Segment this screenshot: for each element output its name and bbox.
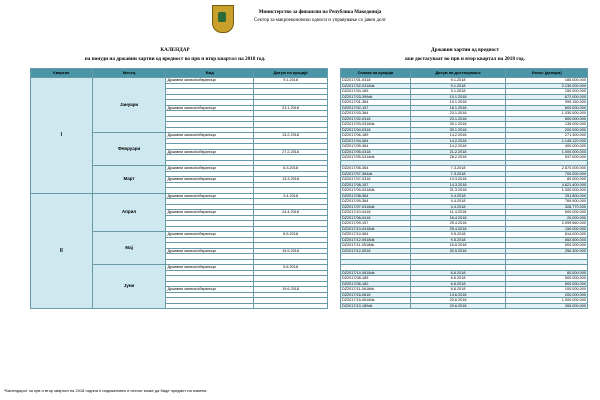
type-cell: Државни записи/обврзници: [166, 210, 254, 216]
maturity-date-cell: 14.2.2018: [410, 144, 506, 150]
maturity-date-cell: 20.6.2018: [410, 303, 506, 309]
auction-code-cell: DZ2017/08-189: [341, 276, 411, 282]
auction-code-cell: DZ2017/12-0518dk: [341, 237, 411, 243]
col-type: Вид: [166, 69, 254, 78]
amount-cell: 60.000.000: [506, 270, 588, 276]
amount-cell: 700.000.000: [506, 171, 588, 177]
month-cell: Април: [92, 193, 166, 232]
auction-code-cell: DZ2017/09-364: [341, 199, 411, 205]
amount-cell: 100.000.000: [506, 287, 588, 293]
maturity-date-cell: 13.3.2018: [410, 177, 506, 183]
amount-cell: 769.900.000: [506, 199, 588, 205]
type-cell: Државни записи/обврзници: [166, 105, 254, 111]
amount-cell: 150.000.000: [506, 226, 588, 232]
amount-cell: 537.000.000: [506, 155, 588, 161]
maturity-date-cell: 16.1.2018: [410, 105, 506, 111]
auction-code-cell: DZ2017/15-0618dk: [341, 298, 411, 304]
type-cell: Државни записи/обврзници: [166, 177, 254, 183]
auction-code-cell: DZ2017/10-0418: [341, 210, 411, 216]
auction-code-cell: DZ2017/08-364: [341, 193, 411, 199]
type-cell: Државни записи/обврзници: [166, 78, 254, 84]
col-auction-date: Датум на аукција: [254, 69, 328, 78]
amount-cell: 200.000.000: [506, 127, 588, 133]
maturity-date-cell: 14.2.2018: [410, 133, 506, 139]
maturity-date-cell: 7.3.2018: [410, 171, 506, 177]
auction-date-cell: 13.2.2018: [254, 133, 328, 139]
col-auction-code: Ознака на аукција: [341, 69, 411, 78]
auction-date-cell: 9.1.2018: [254, 78, 328, 84]
maturity-date-cell: 4.4.2018: [410, 193, 506, 199]
maturity-date-cell: 6.6.2018: [410, 276, 506, 282]
right-title: Државни хартии од вредност: [431, 47, 499, 53]
left-subtitle: на понуди на државни хартии од вредност во прв и втор квартал на 2018 год.: [84, 56, 266, 62]
amount-cell: 999.150.000: [506, 100, 588, 106]
maturity-date-cell: 9.5.2018: [410, 232, 506, 238]
amount-cell: 2.099.560.000: [506, 221, 588, 227]
amount-cell: 672.000.000: [506, 94, 588, 100]
col-quarter: Квартал: [31, 69, 93, 78]
right-subtitle: кои достасуваат во прв и втор квартал на 2018 год.: [405, 56, 525, 62]
type-cell: Државни записи/обврзници: [166, 149, 254, 155]
month-cell: Март: [92, 166, 166, 194]
amount-cell: 1.000.000.000: [506, 149, 588, 155]
amount-cell: 400.000.000: [506, 144, 588, 150]
maturity-date-cell: 16.5.2018: [410, 243, 506, 249]
auction-date-cell: 13.3.2018: [254, 177, 328, 183]
maturity-date-cell: 6.6.2018: [410, 270, 506, 276]
auction-date-cell: 3.4.2018: [254, 193, 328, 199]
col-amount: Износ (денари): [506, 69, 588, 78]
auction-date-cell: 5.6.2018: [254, 265, 328, 271]
auction-code-cell: DZ2017/14-0618dk: [341, 270, 411, 276]
auction-code-cell: DZ2017/05-0318dk: [341, 155, 411, 161]
month-cell: Мај: [92, 232, 166, 265]
maturity-date-cell: 30.5.2018: [410, 248, 506, 254]
amount-cell: 185.000.000: [506, 78, 588, 84]
auction-code-cell: DZ2017/11-0518dk: [341, 243, 411, 249]
auction-code-cell: DZ2017/04-364: [341, 138, 411, 144]
amount-cell: 600.000.000: [506, 281, 588, 287]
amount-cell: 814.000.000: [506, 232, 588, 238]
amount-cell: 271.300.000: [506, 133, 588, 139]
auction-code-cell: DZ2017/06-364: [341, 166, 411, 172]
table-row: [31, 78, 328, 84]
footnote: *Календарот за прв и втор квартал на 2018 година е индикативен и истиот може да биде предмет на измени.: [4, 388, 208, 393]
auction-code-cell: DZ2017/10-364: [341, 232, 411, 238]
auction-code-cell: DZ2017/10-189dk: [341, 303, 411, 309]
maturity-date-cell: 23.1.2018: [410, 116, 506, 122]
amount-cell: 1.000.000.000: [506, 298, 588, 304]
type-cell: Државни записи/обврзници: [166, 248, 254, 254]
maturity-date-cell: 6.6.2018: [410, 281, 506, 287]
maturity-date-cell: 7.3.2018: [410, 166, 506, 172]
amount-cell: 600.000.000: [506, 105, 588, 111]
auction-date-cell: 15.5.2018: [254, 248, 328, 254]
auction-calendar-table: [30, 68, 328, 309]
auction-date-cell: [254, 303, 328, 309]
auction-date-cell: 19.6.2018: [254, 287, 328, 293]
auction-code-cell: DZ2017/02-0318dk: [341, 83, 411, 89]
auction-code-cell: DZ2017/05-364: [341, 144, 411, 150]
maturity-date-cell: 14.2.2018: [410, 138, 506, 144]
month-cell: Јануари: [92, 78, 166, 133]
maturity-date-cell: 10.1.2018: [410, 100, 506, 106]
amount-cell: 2.670.000.000: [506, 166, 588, 172]
maturity-date-cell: 13.6.2018: [410, 292, 506, 298]
table-row: [31, 193, 328, 199]
auction-code-cell: DZ2017/02-0318: [341, 116, 411, 122]
auction-code-cell: DZ2017/12-0518: [341, 248, 411, 254]
type-cell: Државни записи/обврзници: [166, 287, 254, 293]
maturity-date-cell: 25.4.2018: [410, 226, 506, 232]
maturity-date-cell: 9.1.2018: [410, 83, 506, 89]
maturity-date-cell: 10.1.2018: [410, 94, 506, 100]
maturity-date-cell: 16.4.2018: [410, 215, 506, 221]
amount-cell: 1.030.000.000: [506, 111, 588, 117]
maturity-date-cell: 25.4.2018: [410, 221, 506, 227]
maturity-date-cell: 23.1.2018: [410, 111, 506, 117]
auction-code-cell: DZ2017/03-0318dk: [341, 122, 411, 128]
amount-cell: 652.500.000: [506, 237, 588, 243]
amount-cell: 500.000.000: [506, 276, 588, 282]
quarter-cell: I: [31, 78, 93, 194]
amount-cell: 20.000.000: [506, 215, 588, 221]
amount-cell: 600.000.000: [506, 116, 588, 122]
auction-code-cell: DZ2017/16-0618: [341, 292, 411, 298]
auction-code-cell: DZ2017/06-0418: [341, 215, 411, 221]
type-cell: Државни записи/обврзници: [166, 193, 254, 199]
col-maturity-date: Датум на достасување: [410, 69, 506, 78]
amount-cell: 600.000.000: [506, 210, 588, 216]
amount-cell: 251.800.000: [506, 193, 588, 199]
maturities-table: [340, 68, 588, 309]
amount-cell: 256.300.000: [506, 248, 588, 254]
amount-cell: 328.770.000: [506, 204, 588, 210]
table-row: [341, 303, 588, 309]
col-month: Месец: [92, 69, 166, 78]
type-cell: Државни записи/обврзници: [166, 265, 254, 271]
quarter-cell: II: [31, 193, 93, 309]
page-header: [0, 0, 600, 40]
maturity-date-cell: 4.4.2018: [410, 204, 506, 210]
auction-date-cell: 24.4.2018: [254, 210, 328, 216]
auction-code-cell: DZ2017/06-182: [341, 281, 411, 287]
amount-cell: 80.000.000: [506, 177, 588, 183]
maturity-date-cell: 9.1.2018: [410, 78, 506, 84]
amount-cell: 4.621.400.000: [506, 182, 588, 188]
maturity-date-cell: 6.6.2018: [410, 287, 506, 293]
amount-cell: 150.000.000: [506, 89, 588, 95]
auction-code-cell: DZ2017/09-157: [341, 221, 411, 227]
auction-code-cell: DZ2017/02-157: [341, 105, 411, 111]
maturity-date-cell: 30.1.2018: [410, 122, 506, 128]
amount-cell: 1.149.120.000: [506, 138, 588, 144]
ministry-name: Министерство за финансии на Република Македонија: [258, 10, 382, 15]
auction-code-cell: DZ2017/07-364dk: [341, 171, 411, 177]
auction-date-cell: 6.3.2018: [254, 166, 328, 172]
maturity-date-cell: 11.4.2018: [410, 210, 506, 216]
maturity-date-cell: 30.1.2018: [410, 127, 506, 133]
amount-cell: 265.000.000: [506, 303, 588, 309]
amount-cell: 135.000.000: [506, 122, 588, 128]
auction-date-cell: 23.1.2018: [254, 105, 328, 111]
auction-code-cell: DZ2017/07-0318: [341, 177, 411, 183]
auction-code-cell: DZ2017/01-364: [341, 100, 411, 106]
amount-cell: 500.000.000: [506, 243, 588, 249]
type-cell: Државни записи/обврзници: [166, 133, 254, 139]
auction-date-cell: 8.5.2018: [254, 232, 328, 238]
sector-name: Сектор за макроекономско односи и управување со јавен долг: [254, 18, 386, 23]
auction-code-cell: DZ2017/05-0318: [341, 149, 411, 155]
auction-date-cell: 27.2.2018: [254, 149, 328, 155]
amount-cell: 200.000.000: [506, 292, 588, 298]
auction-code-cell: DZ2017/07-0418dk: [341, 204, 411, 210]
auction-code-cell: DZ2017/11-0618dk: [341, 287, 411, 293]
auction-code-cell: DZ2017/10-0418dk: [341, 226, 411, 232]
left-title: КАЛЕНДАР: [160, 47, 190, 53]
auction-code-cell: DZ2017/03-364: [341, 111, 411, 117]
maturity-date-cell: 21.2.2018: [410, 149, 506, 155]
auction-code-cell: DZ2017/01-0318: [341, 78, 411, 84]
auction-code-cell: DZ2017/04-0318: [341, 127, 411, 133]
auction-code-cell: DZ2017/09-0318dk: [341, 188, 411, 194]
auction-code-cell: DZ2017/04-189: [341, 89, 411, 95]
type-cell: Државни записи/обврзници: [166, 166, 254, 172]
month-cell: Јуни: [92, 265, 166, 309]
maturity-date-cell: 21.3.2018: [410, 188, 506, 194]
month-cell: Февруари: [92, 133, 166, 166]
maturity-date-cell: 20.6.2018: [410, 298, 506, 304]
auction-code-cell: DZ2017/06-189: [341, 133, 411, 139]
auction-code-cell: DZ2017/08-157: [341, 182, 411, 188]
type-cell: Државни записи/обврзници: [166, 232, 254, 238]
maturity-date-cell: 9.5.2018: [410, 237, 506, 243]
maturity-date-cell: 9.1.2018: [410, 89, 506, 95]
maturity-date-cell: 14.3.2018: [410, 182, 506, 188]
amount-cell: 1.000.000.000: [506, 188, 588, 194]
maturity-date-cell: 4.4.2018: [410, 199, 506, 205]
maturity-date-cell: 28.2.2018: [410, 155, 506, 161]
auction-code-cell: DZ2017/03-399dk: [341, 94, 411, 100]
type-cell: [166, 303, 254, 309]
amount-cell: 2.130.000.000: [506, 83, 588, 89]
